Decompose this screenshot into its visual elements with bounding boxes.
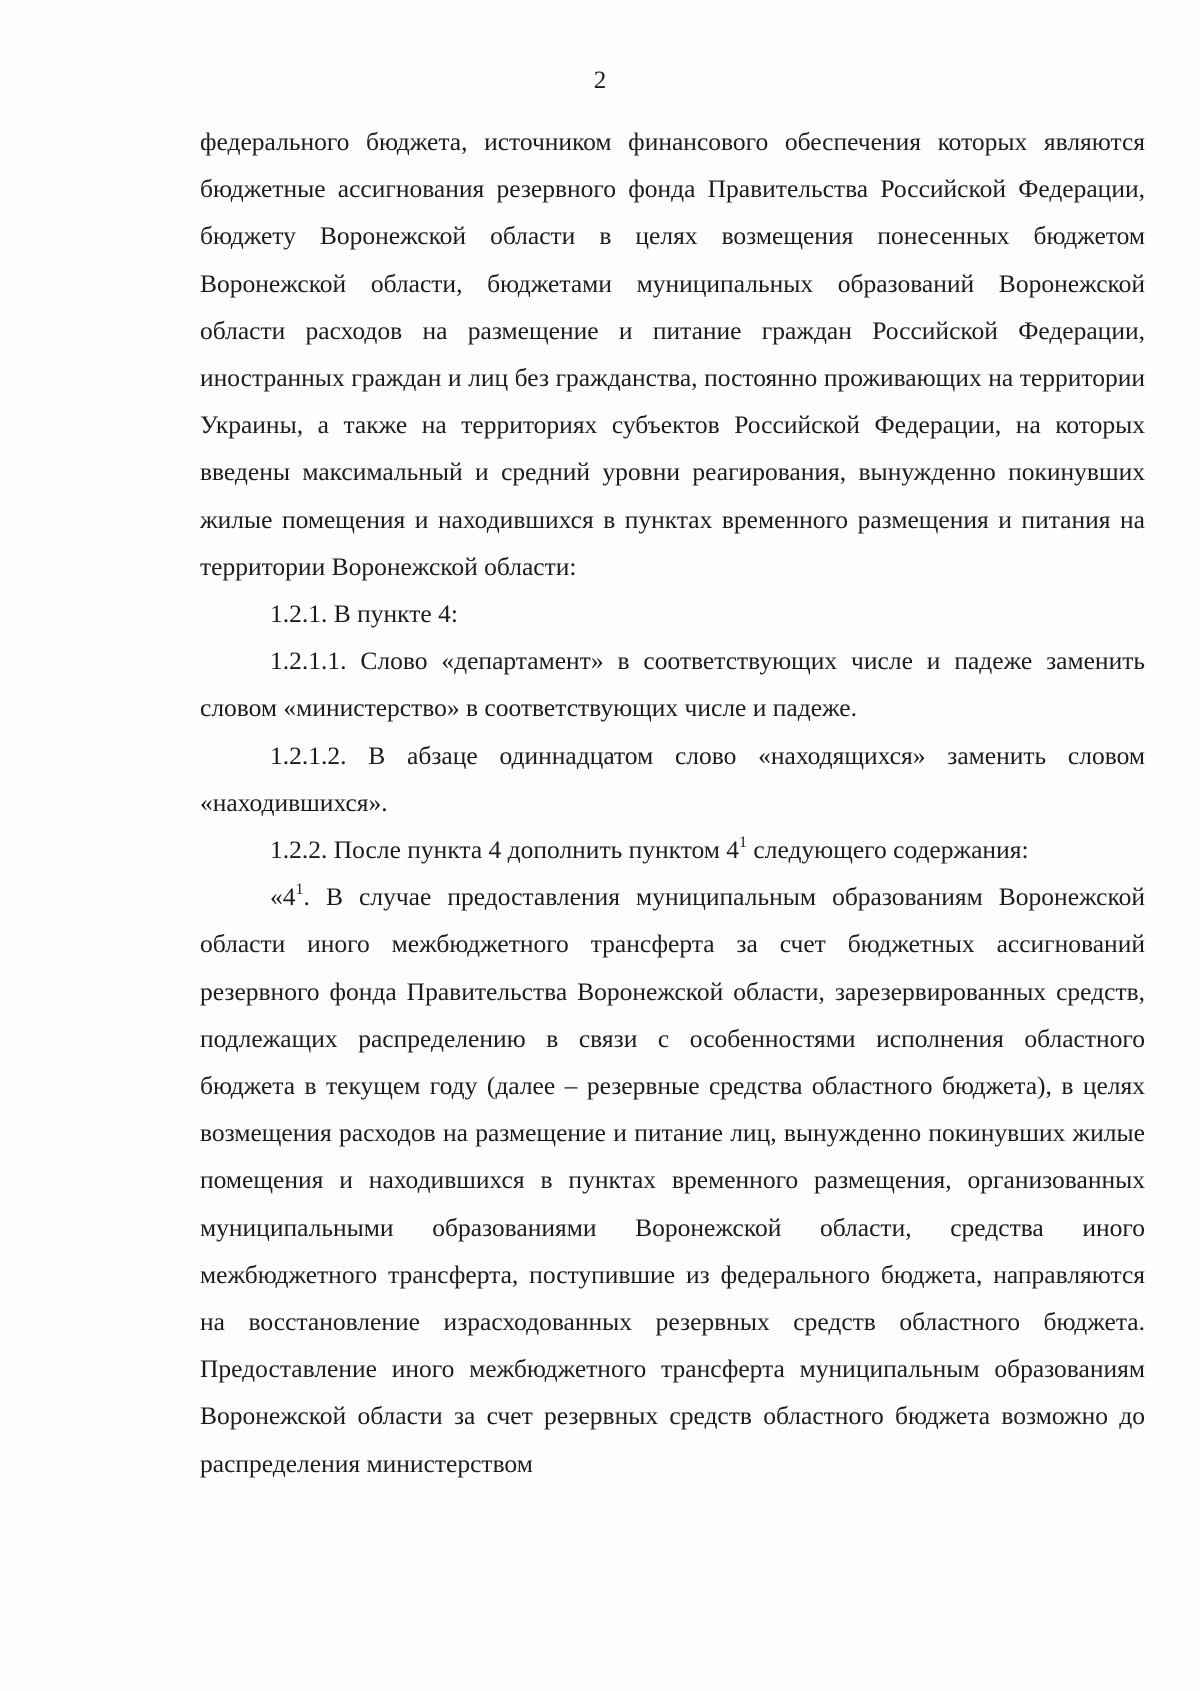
- paragraph-point-4-1-text-before: «4: [270, 882, 296, 912]
- paragraph-item-1-2-2-text-before: 1.2.2. После пункта 4 дополнить пунктом 4: [270, 835, 740, 865]
- paragraph-item-1-2-1-1: 1.2.1.1. Слово «департамент» в соответствующих числе и падеже заменить словом «министерство» в соответствующих числе и падеже.: [200, 646, 1145, 723]
- document-body: [200, 118, 1145, 1487]
- paragraph-intro-continuation: федерального бюджета, источником финансового обеспечения которых являются бюджетные ассигнования резервного фонда Правительства Российской Федерации, бюджету Воронежской области в целях возмещения понесенных бюджетом Воронежской области, бюджетами муниципальных образований Воронежской области расходов на размещение и питание граждан Российской Федерации, иностранных граждан и лиц без гражданства, постоянно проживающих на территории Украины, а также на территориях субъектов Российской Федерации, на которых введены максимальный и средний уровни реагирования, вынужденно покинувших жилые помещения и находившихся в пунктах временного размещения и питания на территории Воронежской области:: [200, 127, 1145, 581]
- paragraph-item-1-2-2: [200, 826, 1145, 873]
- superscript-mark: 1: [739, 833, 748, 851]
- paragraph-point-4-1: [200, 873, 1145, 1487]
- paragraph-point-4-1-text-after: . В случае предоставления муниципальным образованиям Воронежской области иного межбюджетного трансферта за счет бюджетных ассигнований резервного фонда Правительства Воронежской области, зарезервированных средств, подлежащих распределению в связи с особенностями исполнения областного бюджета в текущем году (далее – резервные средства областного бюджета), в целях возмещения расходов на размещение и питание лиц, вынужденно покинувших жилые помещения и находившихся в пунктах временного размещения, организованных муниципальными образованиями Воронежской области, средства иного межбюджетного трансферта, поступившие из федерального бюджета, направляются на восстановление израсходованных резервных средств областного бюджета. Предоставление иного межбюджетного трансферта муниципальным образованиям Воронежской области за счет резервных средств областного бюджета возможно до распределения министерством: [200, 882, 1145, 1478]
- page-number: 2: [593, 67, 607, 94]
- paragraph-item-1-2-1-2: 1.2.1.2. В абзаце одиннадцатом слово «находящихся» заменить словом «находившихся».: [200, 740, 1145, 817]
- superscript-mark: 1: [295, 880, 304, 898]
- paragraph-item-1-2-2-text-after: следующего содержания:: [747, 835, 1029, 865]
- paragraph-item-1-2-1: 1.2.1. В пункте 4:: [270, 599, 458, 629]
